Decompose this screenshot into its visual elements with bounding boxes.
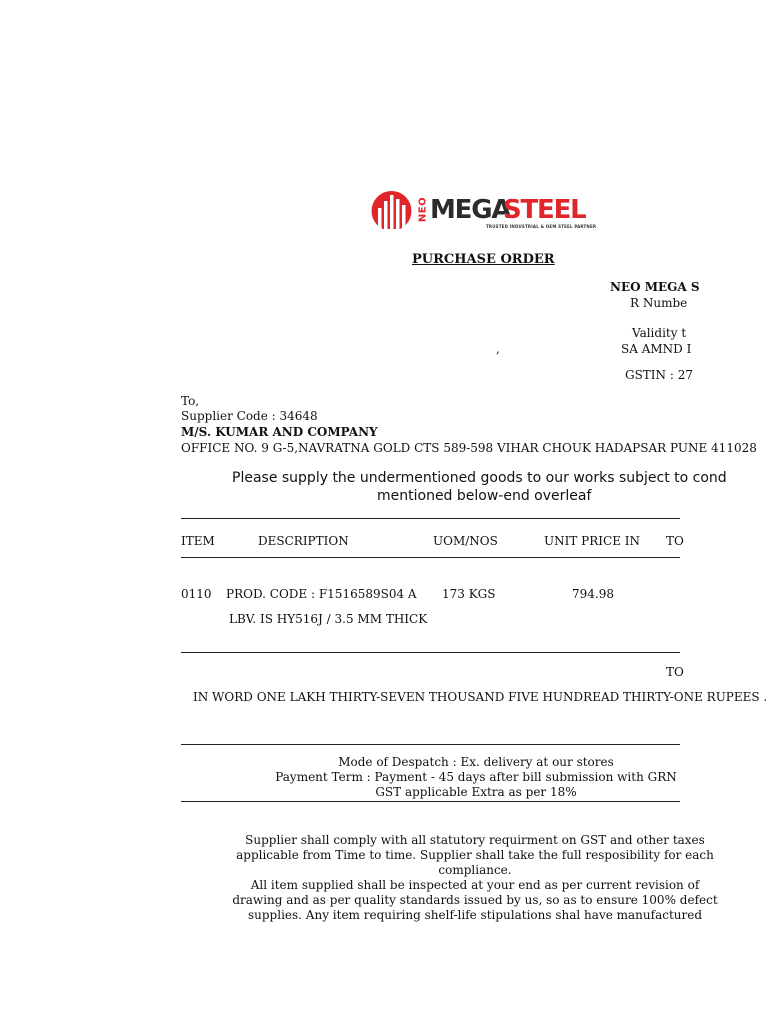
table-bottom-rule (181, 652, 680, 653)
logo-neo-text: NEO (417, 196, 429, 223)
supplier-address: OFFICE NO. 9 G-5,NAVRATNA GOLD CTS 589-598 VIHAR CHOUK HADAPSAR PUNE 411028 (181, 441, 757, 455)
payment-term: Payment Term : Payment - 45 days after bill submission with GRN (275, 770, 677, 784)
col-header-total: TO (666, 534, 684, 548)
logo-tagline: TRUSTED INDUSTRIAL & OEM STEEL PARTNER (486, 224, 597, 229)
gst-note: GST applicable Extra as per 18% (375, 785, 577, 799)
despatch-top-rule (181, 744, 680, 745)
company-validity: Validity t (632, 326, 687, 340)
supplier-to: To, (181, 394, 200, 408)
company-gstin: GSTIN : 27 (625, 368, 693, 382)
col-header-description: DESCRIPTION (258, 534, 349, 548)
row-description: PROD. CODE : F1516589S04 A (226, 587, 417, 601)
terms-line: applicable from Time to time. Supplier shall take the full resposibility for each (236, 848, 714, 862)
terms-line: All item supplied shall be inspected at your end as per current revision of (250, 878, 700, 892)
company-name: NEO MEGA S (610, 280, 700, 294)
logo-mega-text: MEGA (430, 195, 511, 225)
total-label: TO (666, 665, 684, 679)
company-sa-amnd: SA AMND I (621, 342, 692, 356)
terms-line: drawing and as per quality standards issued by us, so as to ensure 100% defect (232, 893, 718, 907)
terms-line: compliance. (438, 863, 512, 877)
table-top-rule (181, 518, 680, 519)
amount-in-words: IN WORD ONE LAKH THIRTY-SEVEN THOUSAND FIVE HUNDREAD THIRTY-ONE RUPEES . (193, 690, 768, 704)
despatch-mode: Mode of Despatch : Ex. delivery at our stores (338, 755, 614, 769)
logo-steel-text: STEEL (503, 195, 586, 225)
despatch-bottom-rule (181, 801, 680, 802)
supplier-code: Supplier Code : 34648 (181, 409, 318, 423)
intro-line-1: Please supply the undermentioned goods to our works subject to cond (232, 470, 727, 486)
terms-line: Supplier shall comply with all statutory requirment on GST and other taxes (245, 833, 705, 847)
col-header-item: ITEM (181, 534, 215, 548)
col-header-uom: UOM/NOS (433, 534, 498, 548)
terms-line: supplies. Any item requiring shelf-life stipulations shal have manufactured (247, 908, 703, 922)
row-description-2: LBV. IS HY516J / 3.5 MM THICK (229, 612, 428, 626)
row-uom: 173 KGS (442, 587, 496, 601)
table-header-rule (181, 557, 680, 558)
row-unit-price: 794.98 (572, 587, 614, 601)
supplier-name: M/S. KUMAR AND COMPANY (181, 425, 378, 439)
intro-line-2: mentioned below-end overleaf (377, 488, 592, 504)
row-item: 0110 (181, 587, 212, 601)
col-header-unit-price: UNIT PRICE IN (544, 534, 641, 548)
company-comma: , (496, 342, 500, 356)
company-r-number: R Numbe (630, 296, 688, 310)
page-title: PURCHASE ORDER (412, 252, 555, 267)
